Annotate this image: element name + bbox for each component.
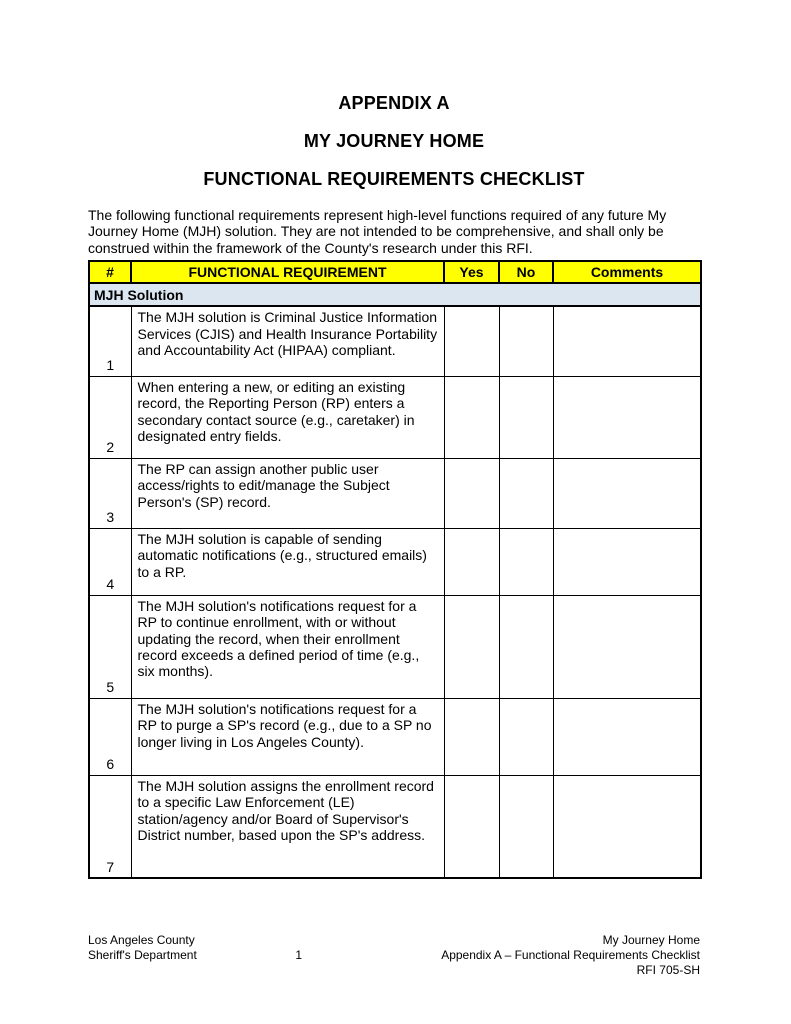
row-number: 1 xyxy=(89,306,131,376)
comments-cell xyxy=(553,698,701,775)
row-number: 6 xyxy=(89,698,131,775)
comments-cell xyxy=(553,306,701,376)
comments-cell xyxy=(553,595,701,698)
yes-cell xyxy=(444,775,499,878)
no-cell xyxy=(499,595,553,698)
no-cell xyxy=(499,775,553,878)
footer-doc-line3: RFI 705-SH xyxy=(636,963,700,977)
requirement-text: The MJH solution assigns the enrollment record to a specific Law Enforcement (LE) station/agency and/or Board of Supervisor's District number, based upon the SP's address. xyxy=(131,775,444,878)
section-header-label: MJH Solution xyxy=(89,283,701,306)
table-header-row xyxy=(89,261,701,283)
table-row xyxy=(89,698,701,775)
footer-agency-line2: Sheriff's Department xyxy=(88,948,197,962)
table-row xyxy=(89,458,701,528)
page-footer xyxy=(88,933,700,978)
requirements-table xyxy=(88,260,702,879)
page-number: 1 xyxy=(295,948,303,962)
program-title: MY JOURNEY HOME xyxy=(303,131,485,151)
no-cell xyxy=(499,376,553,458)
row-number: 2 xyxy=(89,376,131,458)
no-cell xyxy=(499,528,553,595)
comments-cell xyxy=(553,458,701,528)
table-row xyxy=(89,595,701,698)
no-cell xyxy=(499,306,553,376)
comments-cell xyxy=(553,775,701,878)
yes-cell xyxy=(444,595,499,698)
row-number: 4 xyxy=(89,528,131,595)
footer-agency-line1: Los Angeles County xyxy=(88,933,195,947)
requirement-text: When entering a new, or editing an existing record, the Reporting Person (RP) enters a secondary contact source (e.g., caretaker) in designated entry fields. xyxy=(131,376,444,458)
requirement-text: The MJH solution's notifications request for a RP to continue enrollment, with or without updating the record, when their enrollment record exceeds a defined period of time (e.g., six months). xyxy=(131,595,444,698)
document-title: FUNCTIONAL REQUIREMENTS CHECKLIST xyxy=(203,169,585,189)
row-number: 7 xyxy=(89,775,131,878)
row-number: 5 xyxy=(89,595,131,698)
footer-document-info xyxy=(319,933,700,978)
column-header-requirement: FUNCTIONAL REQUIREMENT xyxy=(131,261,444,283)
table-row xyxy=(89,306,701,376)
yes-cell xyxy=(444,528,499,595)
column-header-comments: Comments xyxy=(553,261,701,283)
yes-cell xyxy=(444,458,499,528)
comments-cell xyxy=(553,528,701,595)
requirement-text: The MJH solution is Criminal Justice Information Services (CJIS) and Health Insurance Portability and Accountability Act (HIPAA) compliant. xyxy=(131,306,444,376)
title-block xyxy=(88,93,700,189)
column-header-number: # xyxy=(89,261,131,283)
appendix-title: APPENDIX A xyxy=(338,93,450,113)
column-header-no: No xyxy=(499,261,553,283)
section-header-row xyxy=(89,283,701,306)
no-cell xyxy=(499,458,553,528)
yes-cell xyxy=(444,698,499,775)
requirement-text: The RP can assign another public user access/rights to edit/manage the Subject Person's (SP) record. xyxy=(131,458,444,528)
table-row xyxy=(89,775,701,878)
table-row xyxy=(89,376,701,458)
yes-cell xyxy=(444,306,499,376)
yes-cell xyxy=(444,376,499,458)
requirement-text: The MJH solution is capable of sending automatic notifications (e.g., structured emails) to a RP. xyxy=(131,528,444,595)
comments-cell xyxy=(553,376,701,458)
footer-doc-line1: My Journey Home xyxy=(602,933,700,947)
table-row xyxy=(89,528,701,595)
row-number: 3 xyxy=(89,458,131,528)
no-cell xyxy=(499,698,553,775)
column-header-yes: Yes xyxy=(444,261,499,283)
intro-paragraph: The following functional requirements represent high-level functions required of any future My Journey Home (MJH) solution. They are not intended to be comprehensive, and shall only be construed within the framework of the County's research under this RFI. xyxy=(88,207,667,256)
requirement-text: The MJH solution's notifications request for a RP to purge a SP's record (e.g., due to a SP no longer living in Los Angeles County). xyxy=(131,698,444,775)
footer-doc-line2: Appendix A – Functional Requirements Checklist xyxy=(441,948,700,962)
footer-agency xyxy=(88,933,279,978)
